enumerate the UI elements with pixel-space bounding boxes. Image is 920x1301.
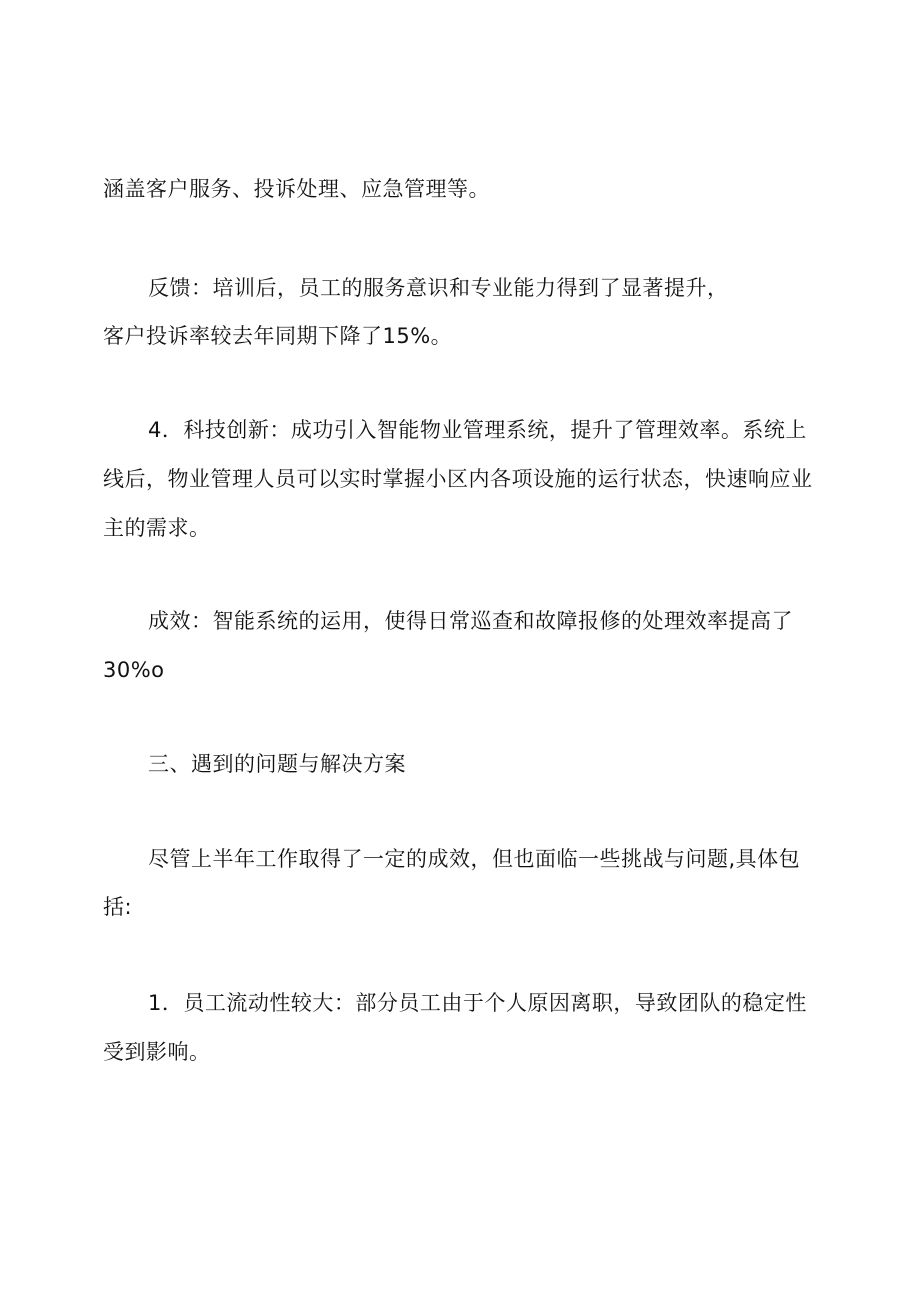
paragraph-1-line-1: 涵盖客户服务、投诉处理、应急管理等。 bbox=[103, 177, 490, 201]
paragraph-7-line-1: 1．员工流动性较大：部分员工由于个人原因离职，导致团队的稳定性 bbox=[148, 991, 807, 1015]
paragraph-3-line-1: 4．科技创新：成功引入智能物业管理系统，提升了管理效率。系统上 bbox=[148, 418, 807, 442]
paragraph-6-line-2: 括: bbox=[103, 895, 133, 919]
paragraph-4-line-2: 30%o bbox=[103, 658, 165, 682]
paragraph-3-line-3: 主的需求。 bbox=[103, 516, 211, 540]
paragraph-7-line-2: 受到影响。 bbox=[103, 1040, 211, 1064]
paragraph-3-line-2: 线后，物业管理人员可以实时掌握小区内各项设施的运行状态，快速响应业 bbox=[103, 467, 813, 491]
section-heading: 三、遇到的问题与解决方案 bbox=[148, 752, 406, 776]
paragraph-6-line-1: 尽管上半年工作取得了一定的成效，但也面临一些挑战与问题,具体包 bbox=[148, 847, 801, 871]
paragraph-4-line-1: 成效：智能系统的运用，使得日常巡查和故障报修的处理效率提高了 bbox=[148, 609, 793, 633]
paragraph-2-line-1: 反馈：培训后，员工的服务意识和专业能力得到了显著提升， bbox=[148, 276, 729, 300]
paragraph-2-line-2: 客户投诉率较去年同期下降了15%。 bbox=[103, 324, 453, 348]
